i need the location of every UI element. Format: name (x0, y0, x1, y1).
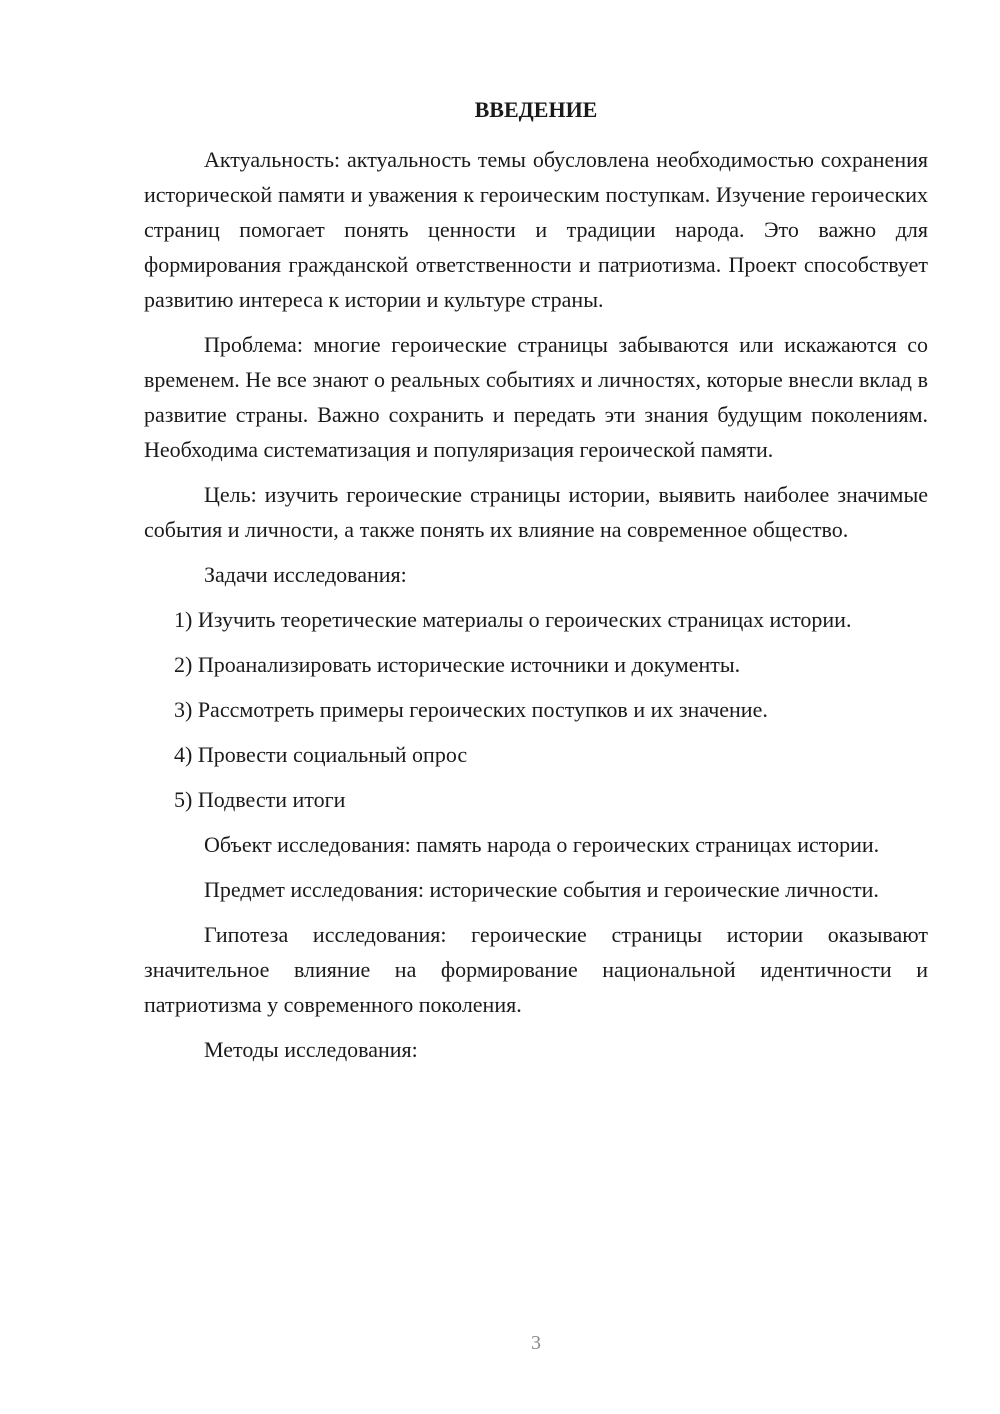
document-page (144, 90, 928, 1077)
tasks-heading: Задачи исследования: (204, 562, 407, 587)
page-number: 3 (531, 1332, 541, 1354)
section-title: ВВЕДЕНИЕ (474, 97, 598, 122)
task-item-2: 2) Проанализировать исторические источники и документы. (174, 652, 741, 677)
task-item-4: 4) Провести социальный опрос (174, 742, 468, 767)
hypothesis-paragraph: Гипотеза исследования: героические страницы истории оказывают значительное влияние на формирование национальной идентичности и патриотизма у современного поколения. (144, 922, 928, 1017)
task-item-1: 1) Изучить теоретические материалы о героических страницах истории. (174, 607, 852, 632)
relevance-paragraph: Актуальность: актуальность темы обусловлена необходимостью сохранения исторической памяти и уважения к героическим поступкам. Изучение героических страниц помогает понять ценности и традиции народа. Это важно для формирования гражданской ответственности и патриотизма. Проект способствует развитию интереса к истории и культуре страны. (144, 147, 928, 312)
subject-paragraph: Предмет исследования: исторические события и героические личности. (204, 877, 879, 902)
task-item-5: 5) Подвести итоги (174, 787, 346, 812)
methods-heading: Методы исследования: (204, 1037, 418, 1062)
goal-paragraph: Цель: изучить героические страницы истории, выявить наиболее значимые события и личности, а также понять их влияние на современное общество. (144, 482, 928, 542)
problem-paragraph: Проблема: многие героические страницы забываются или искажаются со временем. Не все знают о реальных событиях и личностях, которые внесли вклад в развитие страны. Важно сохранить и передать эти знания будущим поколениям. Необходима систематизация и популяризация героической памяти. (144, 332, 928, 462)
task-item-3: 3) Рассмотреть примеры героических поступков и их значение. (174, 697, 768, 722)
object-paragraph: Объект исследования: память народа о героических страницах истории. (204, 832, 880, 857)
